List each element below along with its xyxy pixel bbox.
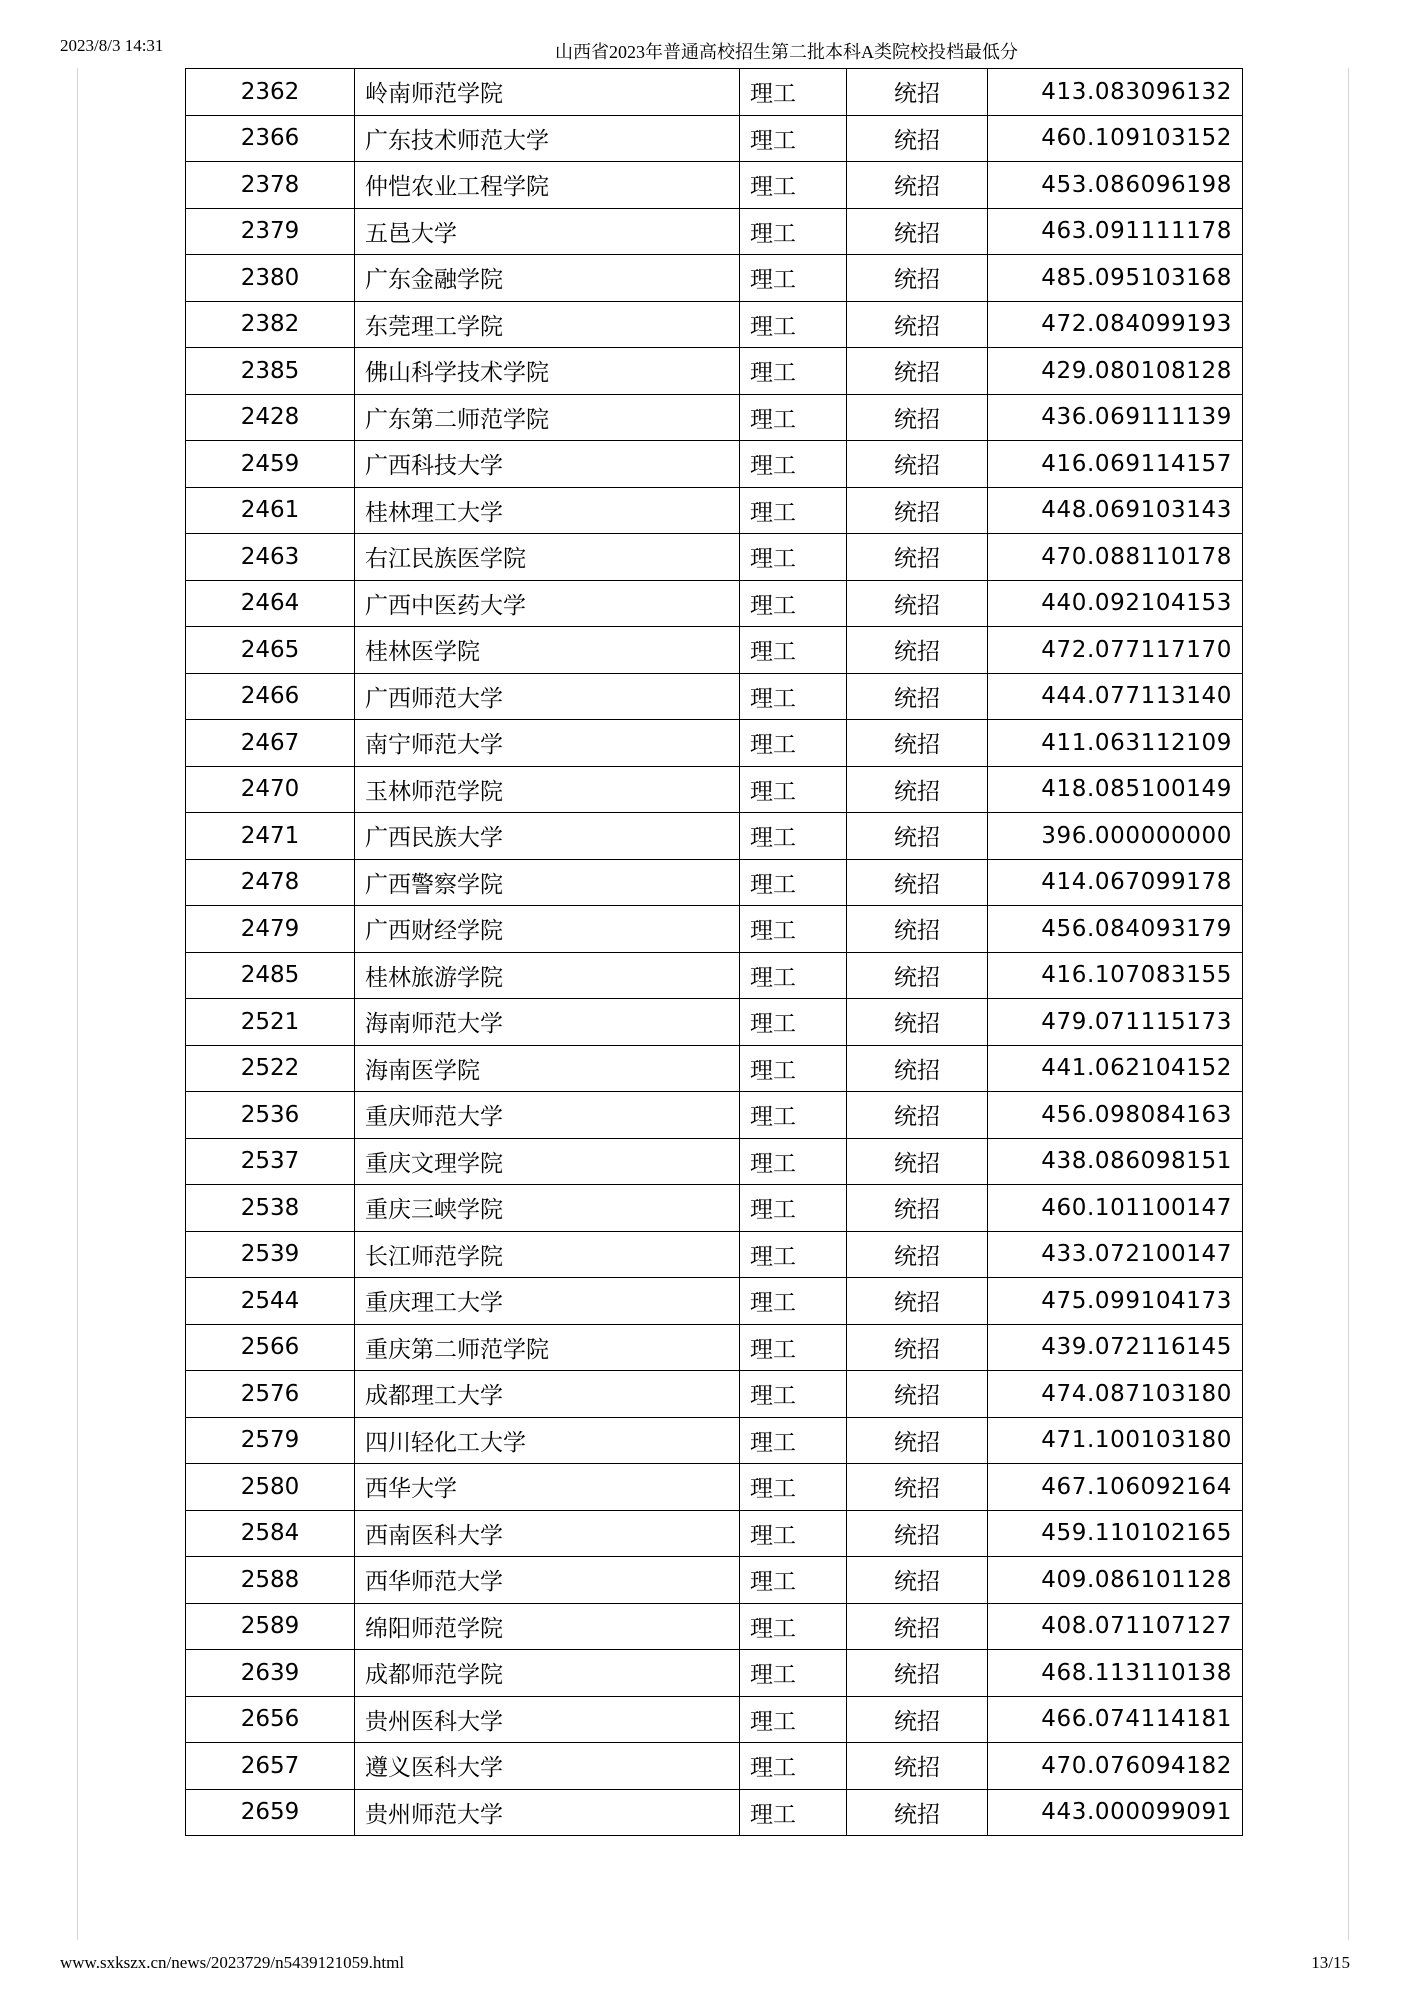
category-cell: 理工 [740,162,847,209]
table-body [186,69,1243,1836]
category-cell: 理工 [740,1324,847,1371]
min-score-cell: 456.098084163 [988,1092,1243,1139]
min-score-cell: 408.071107127 [988,1603,1243,1650]
min-score-cell: 475.099104173 [988,1278,1243,1325]
table-row [186,1371,1243,1418]
min-score-cell: 472.077117170 [988,627,1243,674]
admission-score-table [185,68,1243,1836]
school-name-cell: 重庆理工大学 [355,1278,740,1325]
school-code-cell: 2485 [186,952,355,999]
table-row [186,162,1243,209]
min-score-cell: 414.067099178 [988,859,1243,906]
admission-type-cell: 统招 [847,1278,988,1325]
category-cell: 理工 [740,952,847,999]
category-cell: 理工 [740,673,847,720]
school-name-cell: 右江民族医学院 [355,534,740,581]
admission-type-cell: 统招 [847,813,988,860]
table-row [186,859,1243,906]
min-score-cell: 413.083096132 [988,69,1243,116]
admission-type-cell: 统招 [847,69,988,116]
school-code-cell: 2461 [186,487,355,534]
school-name-cell: 玉林师范学院 [355,766,740,813]
min-score-cell: 470.088110178 [988,534,1243,581]
table-row [186,1789,1243,1836]
school-name-cell: 重庆三峡学院 [355,1185,740,1232]
school-code-cell: 2522 [186,1045,355,1092]
min-score-cell: 409.086101128 [988,1557,1243,1604]
school-code-cell: 2576 [186,1371,355,1418]
school-code-cell: 2579 [186,1417,355,1464]
min-score-cell: 429.080108128 [988,348,1243,395]
table-row [186,1185,1243,1232]
school-code-cell: 2463 [186,534,355,581]
school-code-cell: 2378 [186,162,355,209]
category-cell: 理工 [740,999,847,1046]
table-row [186,1464,1243,1511]
school-code-cell: 2544 [186,1278,355,1325]
school-name-cell: 西华师范大学 [355,1557,740,1604]
school-code-cell: 2464 [186,580,355,627]
table-row [186,441,1243,488]
category-cell: 理工 [740,859,847,906]
school-name-cell: 西南医科大学 [355,1510,740,1557]
category-cell: 理工 [740,255,847,302]
table-row [186,1417,1243,1464]
min-score-cell: 472.084099193 [988,301,1243,348]
category-cell: 理工 [740,69,847,116]
admission-type-cell: 统招 [847,627,988,674]
page-number: 13/15 [1311,1953,1350,1972]
table-row [186,301,1243,348]
category-cell: 理工 [740,1045,847,1092]
admission-type-cell: 统招 [847,1743,988,1790]
table-row [186,1278,1243,1325]
table-row [186,1650,1243,1697]
school-code-cell: 2566 [186,1324,355,1371]
school-name-cell: 南宁师范大学 [355,720,740,767]
admission-type-cell: 统招 [847,255,988,302]
school-name-cell: 广西民族大学 [355,813,740,860]
category-cell: 理工 [740,1603,847,1650]
admission-type-cell: 统招 [847,1417,988,1464]
admission-type-cell: 统招 [847,394,988,441]
school-name-cell: 桂林理工大学 [355,487,740,534]
min-score-cell: 463.091111178 [988,208,1243,255]
admission-type-cell: 统招 [847,1557,988,1604]
table-row [186,255,1243,302]
page-title: 山西省2023年普通高校招生第二批本科A类院校投档最低分 [555,42,1018,62]
school-code-cell: 2536 [186,1092,355,1139]
category-cell: 理工 [740,1278,847,1325]
min-score-cell: 453.086096198 [988,162,1243,209]
admission-type-cell: 统招 [847,1696,988,1743]
min-score-cell: 416.107083155 [988,952,1243,999]
school-code-cell: 2537 [186,1138,355,1185]
admission-type-cell: 统招 [847,999,988,1046]
table-row [186,627,1243,674]
school-name-cell: 贵州师范大学 [355,1789,740,1836]
category-cell: 理工 [740,580,847,627]
table-row [186,487,1243,534]
min-score-cell: 440.092104153 [988,580,1243,627]
table-row [186,208,1243,255]
category-cell: 理工 [740,441,847,488]
category-cell: 理工 [740,627,847,674]
min-score-cell: 418.085100149 [988,766,1243,813]
school-code-cell: 2656 [186,1696,355,1743]
table-row [186,69,1243,116]
admission-type-cell: 统招 [847,580,988,627]
school-name-cell: 广东技术师范大学 [355,115,740,162]
school-name-cell: 桂林旅游学院 [355,952,740,999]
min-score-cell: 411.063112109 [988,720,1243,767]
min-score-cell: 485.095103168 [988,255,1243,302]
admission-type-cell: 统招 [847,1324,988,1371]
min-score-cell: 436.069111139 [988,394,1243,441]
school-code-cell: 2589 [186,1603,355,1650]
admission-type-cell: 统招 [847,487,988,534]
school-code-cell: 2478 [186,859,355,906]
table-row [186,999,1243,1046]
school-code-cell: 2362 [186,69,355,116]
category-cell: 理工 [740,487,847,534]
school-code-cell: 2466 [186,673,355,720]
category-cell: 理工 [740,1464,847,1511]
admission-type-cell: 统招 [847,720,988,767]
admission-type-cell: 统招 [847,1138,988,1185]
min-score-cell: 396.000000000 [988,813,1243,860]
min-score-cell: 467.106092164 [988,1464,1243,1511]
admission-type-cell: 统招 [847,348,988,395]
min-score-cell: 448.069103143 [988,487,1243,534]
min-score-cell: 439.072116145 [988,1324,1243,1371]
category-cell: 理工 [740,1743,847,1790]
school-code-cell: 2459 [186,441,355,488]
category-cell: 理工 [740,1696,847,1743]
school-name-cell: 岭南师范学院 [355,69,740,116]
category-cell: 理工 [740,115,847,162]
school-name-cell: 广西师范大学 [355,673,740,720]
category-cell: 理工 [740,1138,847,1185]
category-cell: 理工 [740,720,847,767]
school-name-cell: 广西警察学院 [355,859,740,906]
table-row [186,1557,1243,1604]
min-score-cell: 444.077113140 [988,673,1243,720]
min-score-cell: 433.072100147 [988,1231,1243,1278]
school-name-cell: 四川轻化工大学 [355,1417,740,1464]
school-name-cell: 成都理工大学 [355,1371,740,1418]
source-url[interactable]: www.sxkszx.cn/news/2023729/n5439121059.html [60,1953,405,1972]
table-row [186,1510,1243,1557]
admission-type-cell: 统招 [847,1185,988,1232]
school-code-cell: 2385 [186,348,355,395]
school-code-cell: 2584 [186,1510,355,1557]
table-row [186,1045,1243,1092]
category-cell: 理工 [740,1510,847,1557]
right-margin-line [1348,68,1349,1940]
admission-type-cell: 统招 [847,1510,988,1557]
admission-type-cell: 统招 [847,1650,988,1697]
school-code-cell: 2657 [186,1743,355,1790]
category-cell: 理工 [740,394,847,441]
school-name-cell: 重庆师范大学 [355,1092,740,1139]
min-score-cell: 466.074114181 [988,1696,1243,1743]
school-code-cell: 2639 [186,1650,355,1697]
min-score-cell: 441.062104152 [988,1045,1243,1092]
table-row [186,952,1243,999]
table-row [186,1138,1243,1185]
category-cell: 理工 [740,813,847,860]
school-code-cell: 2366 [186,115,355,162]
print-datetime: 2023/8/3 14:31 [60,36,164,55]
min-score-cell: 468.113110138 [988,1650,1243,1697]
table-row [186,1231,1243,1278]
school-name-cell: 遵义医科大学 [355,1743,740,1790]
school-code-cell: 2580 [186,1464,355,1511]
school-code-cell: 2382 [186,301,355,348]
school-code-cell: 2470 [186,766,355,813]
school-code-cell: 2465 [186,627,355,674]
school-code-cell: 2467 [186,720,355,767]
min-score-cell: 460.101100147 [988,1185,1243,1232]
min-score-cell: 474.087103180 [988,1371,1243,1418]
school-name-cell: 广东金融学院 [355,255,740,302]
table-row [186,348,1243,395]
school-name-cell: 广西科技大学 [355,441,740,488]
school-code-cell: 2471 [186,813,355,860]
category-cell: 理工 [740,1185,847,1232]
school-code-cell: 2379 [186,208,355,255]
admission-type-cell: 统招 [847,1045,988,1092]
table-row [186,720,1243,767]
school-code-cell: 2380 [186,255,355,302]
table-row [186,906,1243,953]
min-score-cell: 479.071115173 [988,999,1243,1046]
admission-type-cell: 统招 [847,859,988,906]
school-name-cell: 海南医学院 [355,1045,740,1092]
category-cell: 理工 [740,1231,847,1278]
table-row [186,580,1243,627]
admission-type-cell: 统招 [847,534,988,581]
min-score-cell: 470.076094182 [988,1743,1243,1790]
school-name-cell: 成都师范学院 [355,1650,740,1697]
category-cell: 理工 [740,348,847,395]
admission-type-cell: 统招 [847,673,988,720]
admission-type-cell: 统招 [847,1371,988,1418]
left-margin-line [77,68,78,1940]
school-name-cell: 五邑大学 [355,208,740,255]
table-row [186,1743,1243,1790]
school-name-cell: 长江师范学院 [355,1231,740,1278]
min-score-cell: 471.100103180 [988,1417,1243,1464]
category-cell: 理工 [740,1092,847,1139]
table-row [186,673,1243,720]
school-name-cell: 绵阳师范学院 [355,1603,740,1650]
table-row [186,813,1243,860]
school-name-cell: 桂林医学院 [355,627,740,674]
school-code-cell: 2538 [186,1185,355,1232]
category-cell: 理工 [740,301,847,348]
school-name-cell: 广西中医药大学 [355,580,740,627]
school-code-cell: 2428 [186,394,355,441]
school-name-cell: 重庆第二师范学院 [355,1324,740,1371]
min-score-cell: 459.110102165 [988,1510,1243,1557]
school-name-cell: 广东第二师范学院 [355,394,740,441]
admission-type-cell: 统招 [847,441,988,488]
min-score-cell: 443.000099091 [988,1789,1243,1836]
table-row [186,1324,1243,1371]
admission-type-cell: 统招 [847,906,988,953]
admission-type-cell: 统招 [847,115,988,162]
admission-type-cell: 统招 [847,952,988,999]
school-name-cell: 佛山科学技术学院 [355,348,740,395]
school-name-cell: 贵州医科大学 [355,1696,740,1743]
min-score-cell: 438.086098151 [988,1138,1243,1185]
table-row [186,766,1243,813]
table-row [186,394,1243,441]
table-row [186,534,1243,581]
category-cell: 理工 [740,766,847,813]
table-row [186,1092,1243,1139]
school-code-cell: 2539 [186,1231,355,1278]
school-name-cell: 东莞理工学院 [355,301,740,348]
min-score-cell: 456.084093179 [988,906,1243,953]
category-cell: 理工 [740,534,847,581]
admission-type-cell: 统招 [847,162,988,209]
admission-type-cell: 统招 [847,1789,988,1836]
category-cell: 理工 [740,1371,847,1418]
school-name-cell: 海南师范大学 [355,999,740,1046]
category-cell: 理工 [740,1557,847,1604]
school-name-cell: 广西财经学院 [355,906,740,953]
category-cell: 理工 [740,1789,847,1836]
school-name-cell: 西华大学 [355,1464,740,1511]
table-row [186,1696,1243,1743]
admission-type-cell: 统招 [847,1603,988,1650]
category-cell: 理工 [740,1417,847,1464]
admission-type-cell: 统招 [847,301,988,348]
school-name-cell: 仲恺农业工程学院 [355,162,740,209]
table-row [186,1603,1243,1650]
table-row [186,115,1243,162]
school-code-cell: 2659 [186,1789,355,1836]
admission-type-cell: 统招 [847,766,988,813]
category-cell: 理工 [740,1650,847,1697]
admission-type-cell: 统招 [847,1231,988,1278]
admission-type-cell: 统招 [847,208,988,255]
admission-type-cell: 统招 [847,1092,988,1139]
min-score-cell: 416.069114157 [988,441,1243,488]
category-cell: 理工 [740,208,847,255]
min-score-cell: 460.109103152 [988,115,1243,162]
category-cell: 理工 [740,906,847,953]
school-code-cell: 2479 [186,906,355,953]
school-code-cell: 2588 [186,1557,355,1604]
school-name-cell: 重庆文理学院 [355,1138,740,1185]
school-code-cell: 2521 [186,999,355,1046]
admission-type-cell: 统招 [847,1464,988,1511]
